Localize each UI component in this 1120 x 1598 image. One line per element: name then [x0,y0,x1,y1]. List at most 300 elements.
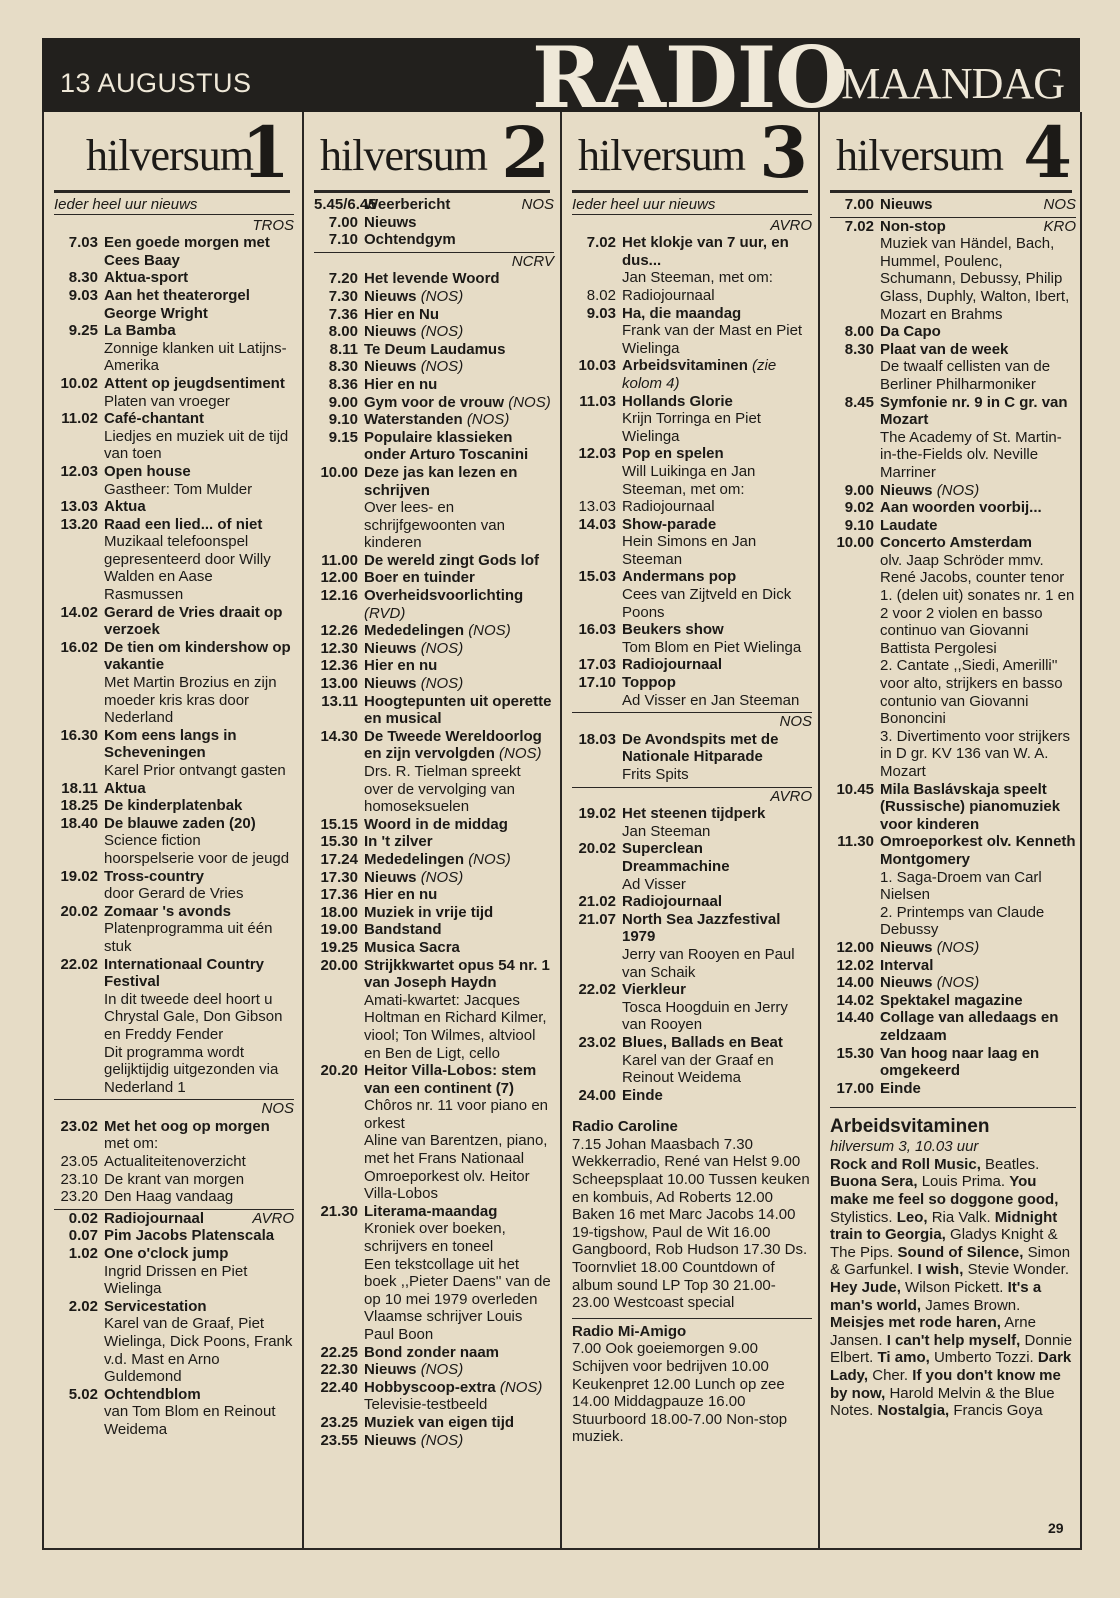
program-time: 10.00 [320,463,358,481]
program-time: 23.55 [320,1431,358,1449]
song-artist: Donnie Elbert. [830,1331,1073,1367]
program-description: Kroniek over boeken, schrijvers en toneel [364,1220,506,1256]
program-description: De twaalf cellisten van de Berliner Philharmoniker [880,358,1051,393]
program-body [104,868,294,903]
program-title: Nieuws [364,1431,417,1449]
program-time: 14.03 [578,515,616,533]
song-title: I can't help myself, [886,1331,1021,1349]
program-note: (NOS) [468,850,511,868]
program-title: Literama-maandag [364,1202,498,1220]
program-body [104,1210,294,1228]
program-time: 12.26 [320,622,358,640]
program-entry [572,893,812,911]
program-body [364,306,554,324]
column-hilversum-4 [818,112,1082,1548]
program-time: 18.00 [320,903,358,921]
station-header [54,112,290,193]
broadcaster-label: TROS [252,216,294,234]
song-artist: Cher. [872,1367,909,1384]
program-title: Een goede morgen met Cees Baay [104,234,270,269]
program-time: 13.11 [321,692,358,710]
program-body [104,498,294,516]
program-body [880,1009,1076,1044]
program-body [880,833,1076,939]
program-entry [830,781,1076,834]
program-body [104,1227,294,1245]
program-title: Gym voor de vrouw [364,393,505,411]
program-body [364,376,554,394]
program-title: Ochtendblom [104,1385,201,1403]
program-entry [314,552,554,570]
column-hilversum-3 [560,112,818,1548]
program-entry [54,1153,294,1171]
program-title: Ochtendgym [364,231,456,249]
song-artist: Ria Valk. [931,1208,991,1226]
song-title: If you don't know me by now, [830,1367,1061,1402]
program-description: Over lees- en schrijfgewoonten van kinderen [364,499,505,552]
program-time: 18.11 [61,779,98,797]
program-description: Jan Steeman [622,822,711,840]
program-description: Karel van der Graaf en Reinout Weidema [622,1051,774,1087]
program-note: (NOS) [466,411,510,429]
program-body [104,604,294,639]
program-entry [314,288,554,306]
program-body [364,411,554,429]
program-title: Einde [622,1086,663,1104]
program-entry [314,214,554,232]
program-entry [314,358,554,376]
program-title: Hollands Glorie [622,392,733,410]
article-subheading: hilversum 3, 10.03 uur [830,1138,979,1156]
song-title: Meisjes met rode haren, [830,1314,1001,1332]
program-description: Jan Steeman, met om: [622,269,773,287]
program-note: (RVD) [364,604,406,622]
song-title: Buona Sera, [830,1173,918,1191]
song-title: Rock and Roll Music, [830,1155,981,1173]
program-note: (NOS) [420,323,464,341]
program-entry [572,731,812,784]
song-title: Hey Jude, [830,1279,901,1297]
program-entry [830,992,1076,1010]
program-body [622,498,812,516]
program-title: Het steenen tijdperk [622,805,766,823]
program-list [54,196,294,1439]
program-title: Plaat van de week [880,340,1009,358]
program-title: De wereld zingt Gods lof [364,551,540,569]
program-description: 2. Printemps van Claude Debussy [880,903,1045,939]
program-body [364,728,554,816]
program-entry [572,1034,812,1087]
program-entry [54,604,294,639]
program-body [622,357,812,392]
program-entry [54,727,294,780]
program-body [622,1087,812,1105]
program-time: 13.03 [578,498,616,516]
program-entry [314,569,554,587]
program-time: 10.00 [836,534,874,552]
program-time: 23.10 [60,1170,98,1188]
program-time: 8.30 [844,340,874,358]
program-time: 7.02 [844,217,874,235]
program-title: Interval [880,956,934,974]
program-entry [572,674,812,709]
song-artist: Harold Melvin & the Blue Notes. [830,1384,1055,1420]
program-note: (NOS) [420,287,464,305]
program-body [364,904,554,922]
program-time: 9.03 [68,286,98,304]
song-artist: Simon & Garfunkel. [830,1243,1071,1279]
program-body [104,956,294,1097]
program-entry [314,394,554,412]
radio-page [42,28,1080,1548]
program-body [104,1171,294,1189]
program-title: Collage van alledaags en zeldzaam [880,1009,1059,1044]
program-note: (NOS) [420,1361,464,1379]
program-description: Amati-kwartet: Jacques Holtman en Richard Kilmer, viool; Ton Wilmes, altviool en Ben de Ligt, cello [364,991,547,1062]
program-subitem: De krant van morgen [104,1170,245,1188]
program-title: Het levende Woord [364,270,500,288]
program-body [880,482,1076,500]
program-description: The Academy of St. Martin-in-the-Fields olv. Neville Marriner [880,428,1062,481]
program-description: Jerry van Rooyen en Paul van Schaik [622,945,795,981]
program-title: De tien om kindershow op vakantie [104,638,291,674]
program-time: 7.03 [68,234,98,252]
station-name: hilversum [86,131,253,180]
program-body [104,516,294,604]
program-body [364,323,554,341]
program-entry [830,341,1076,394]
program-title: Toppop [622,674,676,692]
program-body [104,727,294,780]
program-title: Populaire klassieken onder Arturo Toscanini [364,428,529,464]
program-entry [54,463,294,498]
program-body [880,781,1076,834]
program-entry [314,833,554,851]
program-title: Hier en Nu [364,305,440,323]
program-title: Van hoog naar laag en omgekeerd [880,1044,1040,1080]
program-description: met om: [104,1135,159,1153]
program-title: Nieuws [364,358,417,376]
program-body [622,305,812,358]
program-time: 14.40 [836,1009,874,1027]
program-body [880,323,1076,341]
station-name: hilversum [320,131,487,180]
program-body [104,1118,294,1153]
program-entry [830,957,1076,975]
program-entry [54,1118,294,1153]
program-entry [54,322,294,375]
song-title: Sound of Silence, [897,1243,1024,1261]
song-list [830,1156,1076,1420]
song-artist: James Brown. [925,1296,1021,1314]
program-body [364,1203,554,1344]
program-entry [54,516,294,604]
program-time: 23.25 [320,1413,358,1431]
program-title: Hoogtepunten uit operette en musical [364,692,552,728]
program-body [364,270,554,288]
program-time: 15.03 [578,568,616,586]
program-time: 8.30 [68,269,98,287]
program-time: 11.30 [837,833,874,851]
program-title: Nieuws [364,287,417,305]
program-time: 21.02 [578,893,616,911]
program-title: Hier en nu [364,886,438,904]
program-body [622,840,812,893]
program-list [830,196,1076,1420]
program-entry [572,445,812,498]
program-body [104,797,294,815]
program-entry [572,656,812,674]
program-description: Muziek van Händel, Bach, Hummel, Poulenc, Schumann, Debussy, Philip Glass, Duphly, Walton, Ibert, Mozart en Brahms [880,235,1070,323]
program-title: Mededelingen [364,622,465,640]
program-body [364,622,554,640]
program-time: 16.03 [578,621,616,639]
program-time: 15.30 [836,1044,874,1062]
program-title: Pim Jacobs Platenscala [104,1227,275,1245]
program-entry [314,1379,554,1414]
song-title: Dark Lady, [830,1349,1072,1384]
program-description: door Gerard de Vries [104,885,244,903]
program-entry [54,287,294,322]
program-entry [54,1188,294,1206]
program-title: Nieuws [364,675,417,693]
program-entry [314,587,554,622]
program-time: 11.03 [579,392,616,410]
program-body [880,957,1076,975]
program-time: 23.02 [578,1033,616,1051]
program-body [364,1379,554,1414]
program-body [364,886,554,904]
program-time: 8.00 [328,323,358,341]
program-body [364,587,554,622]
program-entry [54,780,294,798]
program-time: 12.36 [320,657,358,675]
program-title: Internationaal Country Festival [104,955,265,991]
program-time: 19.02 [578,805,616,823]
program-time: 9.00 [844,481,874,499]
program-note: (NOS) [936,974,980,992]
program-body [104,375,294,410]
program-body [364,358,554,376]
program-entry [54,234,294,269]
program-description: Aline van Barentzen, piano, met het Frans Nationaal Omroeporkest olv. Heitor Villa-Lobos [364,1132,548,1203]
program-title: Nieuws [364,1361,417,1379]
program-time: 10.03 [578,357,616,375]
program-title: De kinderplatenbak [104,797,243,815]
program-time: 12.03 [578,445,616,463]
program-title: Non-stop [880,217,946,235]
program-description: Ad Visser [622,875,686,893]
program-time: 23.02 [60,1117,98,1135]
program-entry [314,921,554,939]
program-body [104,815,294,868]
program-entry [314,640,554,658]
program-title: Superclean Dreammachine [622,840,730,875]
program-time: 20.00 [320,956,358,974]
program-entry [54,903,294,956]
program-description: Tom Blom en Piet Wielinga [622,638,802,656]
program-entry [830,394,1076,482]
program-body [364,288,554,306]
program-time: 22.40 [320,1378,358,1396]
station-number: 2 [501,111,550,194]
program-title: Hier en nu [364,375,438,393]
program-body [622,568,812,621]
program-time: 8.36 [328,375,358,393]
program-body [622,674,812,709]
program-body [622,445,812,498]
program-entry [54,498,294,516]
program-title: Nieuws [364,639,417,657]
program-title: Boer en tuinder [364,569,475,587]
song-title: I wish, [917,1261,964,1279]
program-description: 2. Cantate ,,Siedi, Amerilli'' voor alto, strijkers en basso contunio van Giovanni Bononcini [880,657,1063,728]
program-title: Zomaar 's avonds [104,902,231,920]
program-body [364,1414,554,1432]
song-artist: Umberto Tozzi. [933,1349,1034,1367]
program-note: (NOS) [468,622,511,640]
program-description: Tosca Hoogduin en Jerry van Rooyen [622,998,788,1034]
program-entry [572,516,812,569]
program-description: Krijn Torringa en Piet Wielinga [622,410,761,445]
program-entry [572,981,812,1034]
song-title: Leo, [896,1208,928,1226]
station-block [572,1318,812,1446]
program-description: Drs. R. Tielman spreekt over de vervolging van homoseksuelen [364,763,521,816]
program-body [880,341,1076,394]
program-entry [54,1298,294,1386]
program-body [622,805,812,840]
program-body [364,214,554,232]
station-header [572,112,808,193]
program-entry [314,270,554,288]
program-entry [314,1344,554,1362]
program-body [364,464,554,552]
program-time: 9.10 [328,411,358,429]
program-title: Gerard de Vries draait op verzoek [104,603,283,639]
program-body [364,1344,554,1362]
program-entry [830,939,1076,957]
program-title: Waterstanden [364,411,463,429]
program-note: (NOS) [420,639,464,657]
program-time: 9.10 [844,516,874,534]
program-description: Frits Spits [622,766,689,783]
program-entry [314,341,554,359]
program-body [880,992,1076,1010]
program-entry [54,797,294,815]
station-header [830,112,1072,193]
program-time: 7.36 [328,305,358,323]
program-time: 9.25 [68,322,98,340]
program-title: Aktua [104,498,146,516]
news-note: Ieder heel uur nieuws [54,196,294,215]
program-body [364,816,554,834]
program-entry [54,269,294,287]
station-block-heading: Radio Mi-Amigo [572,1322,687,1340]
program-description: Een tekstcollage uit het boek ,,Pieter Daens'' van de op 10 mei 1979 overleden Vlaamse schrijver Louis Paul Boon [364,1255,551,1343]
program-body [104,903,294,956]
program-title: Arbeidsvitaminen [622,357,748,375]
program-time: 0.02 [68,1209,98,1227]
station-name: hilversum [836,131,1003,180]
program-body [880,218,1076,324]
program-entry [572,393,812,446]
program-title: Radiojournaal [622,893,723,911]
program-description: Liedjes en muziek uit de tijd van toen [104,427,289,463]
program-title: De Tweede Wereldoorlog en zijn vervolgden [364,727,542,763]
song-artist: Louis Prima. [921,1173,1006,1191]
program-entry [314,376,554,394]
program-title: Beukers show [622,621,724,639]
program-title: Nieuws [880,938,933,956]
day-label: MAANDAG [841,59,1064,108]
radio-title: RADIO [532,28,848,127]
program-time: 18.03 [578,730,616,748]
program-time: 17.36 [320,886,358,904]
program-entry [314,306,554,324]
program-title: Overheidsvoorlichting [364,587,524,605]
program-body [104,1153,294,1171]
program-time: 9.00 [328,393,358,411]
program-title: Nieuws [364,868,417,886]
program-entry [572,357,812,392]
program-entry [54,868,294,903]
program-title: Vierkleur [622,981,686,999]
program-title: Einde [880,1079,921,1097]
program-body [104,410,294,463]
program-description: olv. Jaap Schröder mmv. René Jacobs, counter tenor [880,551,1065,587]
program-description: Muzikaal telefoonspel gepresenteerd door Willy Walden en Aase Rasmussen [104,533,271,604]
arbeidsvitaminen-box [830,1107,1076,1420]
program-time: 23.05 [60,1153,98,1171]
program-entry [572,911,812,981]
song-artist: Stylistics. [830,1208,893,1226]
program-body [622,1034,812,1087]
program-time: 20.20 [320,1062,358,1080]
program-time: 11.00 [321,551,358,569]
program-title: Nieuws [880,196,933,213]
program-description: Gastheer: Tom Mulder [104,480,253,498]
program-body [622,911,812,981]
program-title: Mila Baslávskaja speelt (Russische) pianomuziek voor kinderen [880,780,1061,833]
program-description: 1. Saga-Droem van Carl Nielsen [880,868,1042,904]
broadcaster-label: AVRO [770,787,812,805]
program-entry [54,639,294,727]
program-entry [830,1045,1076,1080]
program-description: 3. Divertimento voor strijkers in D gr. KV 136 van W. A. Mozart [880,727,1071,780]
song-artist: Gladys Knight & The Pips. [830,1226,1058,1261]
program-title: Concerto Amsterdam [880,534,1032,552]
program-time: 19.00 [320,921,358,939]
program-time: 8.02 [586,286,616,304]
program-subitem: Radiojournaal [622,498,715,516]
column-hilversum-1 [44,112,300,1548]
program-time: 18.40 [60,814,98,832]
program-body [104,1298,294,1386]
program-description: Will Luikinga en Jan Steeman, met om: [622,462,756,498]
program-note: (NOS) [499,745,542,763]
program-title: Tross-country [104,867,205,885]
program-time: 7.02 [586,234,616,252]
program-title: Musica Sacra [364,938,460,956]
program-note: (NOS) [508,393,551,411]
header-banner [42,28,1080,127]
program-entry [314,411,554,429]
program-entry [314,657,554,675]
program-title: Met het oog op morgen [104,1117,270,1135]
program-entry [830,517,1076,535]
program-description: Science fiction hoorspelserie voor de jeugd [104,832,290,867]
